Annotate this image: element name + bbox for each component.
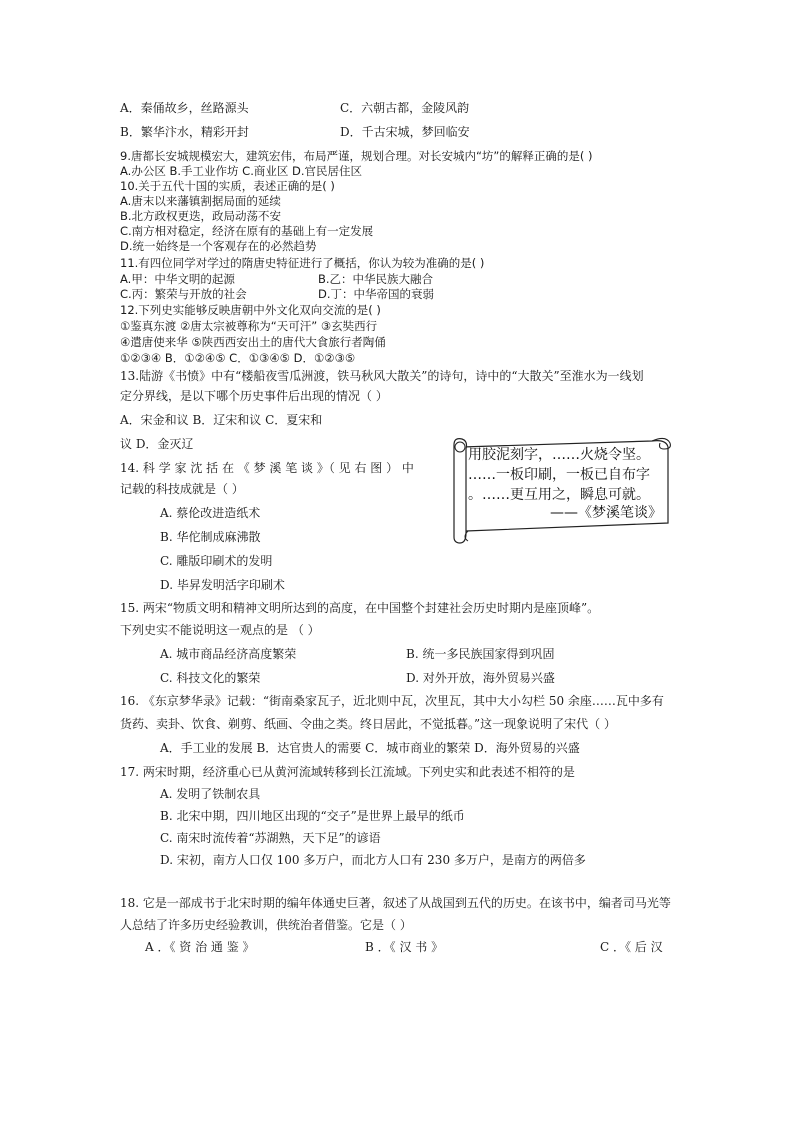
question-15: 15. 两宋“物质文明和精神文明所达到的高度，在中国整个封建社会历史时期内是座顶峰”。 <box>120 601 600 615</box>
option-line: A．秦俑故乡，丝路源头 <box>120 101 249 115</box>
question-10-option-c: C.南方相对稳定，经济在原有的基础上有一定发展 <box>120 224 374 238</box>
question-10-option-a: A.唐末以来藩镇割据局面的延续 <box>120 194 281 208</box>
option-line: D．千古宋城，梦回临安 <box>340 125 470 139</box>
question-15-option-b: B. 统一多民族国家得到巩固 <box>406 647 555 661</box>
question-12-row-1: ①鉴真东渡 ②唐太宗被尊称为“天可汗” ③玄奘西行 <box>120 319 378 333</box>
question-14-option-a: A. 蔡伦改进造纸术 <box>160 506 261 520</box>
question-12: 12.下列史实能够反映唐朝中外文化双向交流的是( ) <box>120 303 381 317</box>
question-18-option-c: C ．《 后 汉 <box>600 940 663 954</box>
option-line: B．繁华汴水，精彩开封 <box>120 125 249 139</box>
question-11-option-d: D.丁：中华帝国的衰弱 <box>318 287 435 301</box>
question-18: 18. 它是一部成书于北宋时期的编年体通史巨著，叙述了从战国到五代的历史。在该书中，编者司马光等 <box>120 896 671 910</box>
question-13-options-cont: 议 D．金灭辽 <box>120 437 194 451</box>
mengxi-bitan-scroll-figure <box>452 433 674 545</box>
question-17-option-b: B. 北宋中期，四川地区出现的“交子”是世界上最早的纸币 <box>160 809 465 823</box>
question-17-option-a: A. 发明了铁制农具 <box>160 787 261 801</box>
scroll-quote-source: ——《梦溪笔谈》 <box>550 505 662 521</box>
question-18-option-a: A ．《 资 治 通 鉴 》 <box>145 940 255 954</box>
question-11-option-b: B.乙：中华民族大融合 <box>318 272 434 286</box>
question-15-option-d: D. 对外开放，海外贸易兴盛 <box>406 671 555 685</box>
question-10: 10.关于五代十国的实质，表述正确的是( ) <box>120 179 335 193</box>
question-15-option-c: C. 科技文化的繁荣 <box>160 671 261 685</box>
question-13-cont: 定分界线，是以下哪个历史事件后出现的情况（ ） <box>120 389 388 403</box>
question-17-option-c: C. 南宋时流传着“苏湖熟，天下足”的谚语 <box>160 831 381 845</box>
question-10-option-d: D.统一始终是一个客观存在的必然趋势 <box>120 239 317 253</box>
question-14-option-d: D. 毕昇发明活字印刷术 <box>160 578 285 592</box>
question-14-option-c: C. 雕版印刷术的发明 <box>160 554 273 568</box>
question-11-option-a: A.甲：中华文明的起源 <box>120 272 235 286</box>
question-12-row-2: ④遣唐使来华 ⑤陕西西安出土的唐代大食旅行者陶俑 <box>120 335 386 349</box>
scroll-quote-line-3: 。……更互用之，瞬息可就。 <box>468 487 650 503</box>
scroll-quote-line-2: ……一板印刷，一板已自布字 <box>468 467 650 483</box>
question-16: 16. 《东京梦华录》记载：“街南桑家瓦子，近北则中瓦，次里瓦，其中大小勾栏 50 余座……瓦中多有 <box>120 694 664 708</box>
question-15-option-a: A. 城市商品经济高度繁荣 <box>160 647 297 661</box>
question-14-option-b: B. 华佗制成麻沸散 <box>160 530 261 544</box>
question-18-option-b: B ．《 汉 书 》 <box>365 940 444 954</box>
question-15-cont: 下列史实不能说明这一观点的是 （ ） <box>120 623 320 637</box>
question-14-cont: 记载的科技成就是（ ） <box>120 482 244 496</box>
question-13-options: A．宋金和议 B．辽宋和议 C．夏宋和 <box>120 413 323 427</box>
question-10-option-b: B.北方政权更迭，政局动荡不安 <box>120 209 282 223</box>
scroll-quote-line-1: 用胶泥刻字，……火烧令坚。 <box>468 447 650 463</box>
option-line: C．六朝古都，金陵风韵 <box>340 101 470 115</box>
question-14: 14. 科 学 家 沈 括 在 《 梦 溪 笔 谈 》（ 见 右 图 ） 中 <box>120 461 414 475</box>
question-13: 13.陆游《书愤》中有“楼船夜雪瓜洲渡，铁马秋风大散关”的诗句，诗中的“大散关”至淮水为一线划 <box>120 369 644 383</box>
question-9-options: A.办公区 B.手工业作坊 C.商业区 D.官民居住区 <box>120 164 363 178</box>
question-11-option-c: C.丙：繁荣与开放的社会 <box>120 287 247 301</box>
question-18-cont: 人总结了许多历史经验教训，供统治者借鉴。它是（ ） <box>120 918 412 932</box>
question-9: 9.唐都长安城规模宏大，建筑宏伟，布局严谨，规划合理。对长安城内“坊”的解释正确的是( ) <box>120 149 593 163</box>
question-17: 17. 两宋时期，经济重心已从黄河流域转移到长江流域。下列史实和此表述不相符的是 <box>120 765 575 779</box>
question-17-option-d: D. 宋初，南方人口仅 100 多万户，而北方人口有 230 多万户，是南方的两倍多 <box>160 853 586 867</box>
question-16-options: A．手工业的发展 B．达官贵人的需要 C．城市商业的繁荣 D．海外贸易的兴盛 <box>160 741 580 755</box>
question-11: 11.有四位同学对学过的隋唐史特征进行了概括，你认为较为准确的是( ) <box>120 256 485 270</box>
question-16-cont: 货药、卖卦、饮食、剃剪、纸画、令曲之类。终日居此，不觉抵暮。”这一现象说明了宋代（ ） <box>120 717 616 731</box>
question-12-row-3: ①②③④ B．①②④⑤ C．①③④⑤ D．①②③⑤ <box>120 351 356 365</box>
